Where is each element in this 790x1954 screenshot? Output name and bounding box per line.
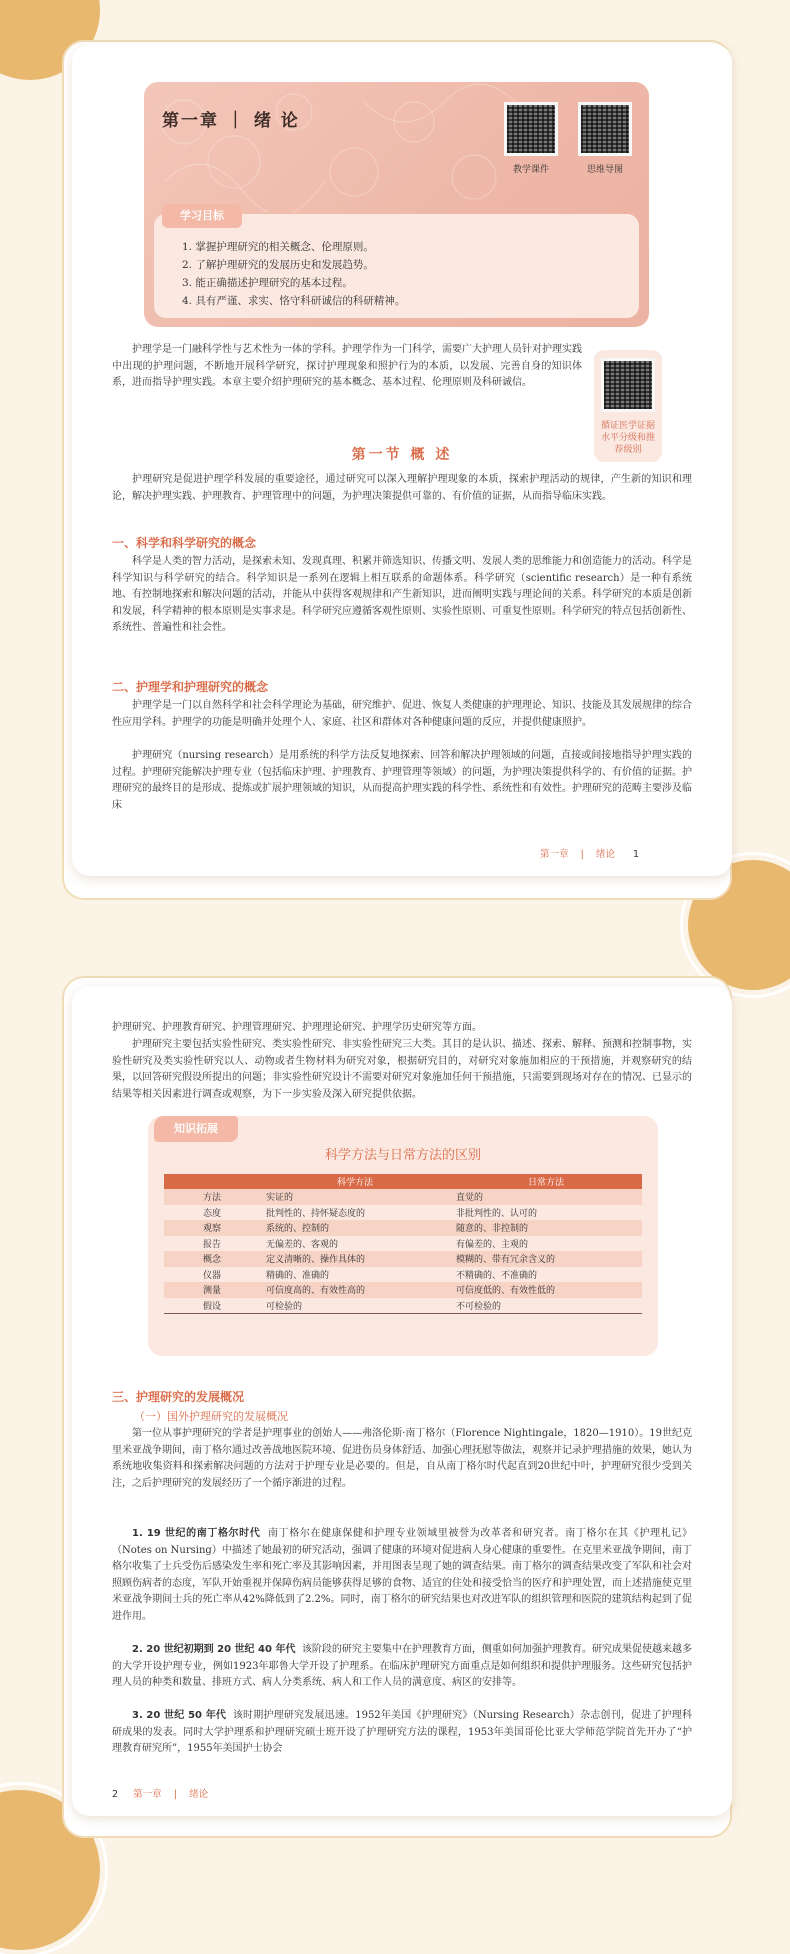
- heading-science-research: 一、科学和科学研究的概念: [112, 536, 257, 550]
- learning-goals-box: [154, 209, 639, 318]
- heading-nursing-research: 二、护理学和护理研究的概念: [112, 680, 269, 694]
- text-1950s: 该时期护理研究发展迅速。1952年美国《护理研究》（Nursing Research）杂志创刊，促进了护理科研成果的发表。同时大学护理系和护理研究硕士班开设了护理研究方法的课程，1953年美国哥伦比亚大学师范学院首先开办了“护理教育研究所”，1955年美国护士协会: [112, 1710, 693, 1755]
- table-row: [164, 1220, 642, 1236]
- table-cell: 定义清晰的、操作具体的: [260, 1251, 450, 1267]
- page-1-footer: [540, 846, 639, 860]
- qr-code-courseware[interactable]: [504, 102, 558, 156]
- knowledge-extension-tab: 知识拓展: [154, 1116, 238, 1142]
- side-qr-label: 循证医学证据水平分级和推荐级别: [600, 421, 655, 455]
- floral-pattern-decoration: [144, 82, 649, 212]
- table-cell: 观察: [164, 1220, 260, 1236]
- table-cell: 测量: [164, 1282, 260, 1298]
- table-row: [164, 1205, 642, 1221]
- table-cell: 不可检验的: [450, 1298, 642, 1314]
- footer-chapter: 第一章: [133, 1789, 162, 1800]
- table-row: [164, 1251, 642, 1267]
- lead-early-20th: 2. 20 世纪初期到 20 世纪 40 年代: [132, 1644, 296, 1655]
- table-cell: 批判性的、持怀疑态度的: [260, 1205, 450, 1221]
- knowledge-extension-box: [148, 1116, 658, 1356]
- text-early-20th: 该阶段的研究主要集中在护理教育方面，侧重如何加强护理教育。研究成果促使越来越多的大学开设护理专业，例如1923年耶鲁大学开设了护理系。在临床护理研究方面重点是如何组织和提供护理服务。这些研究包括护理人员的种类和数量、排班方式、病人分类系统、病人和工作人员的满意度、病区的安排等。: [112, 1644, 693, 1689]
- footer-title: 绪论: [595, 849, 615, 860]
- goal-item: 2. 了解护理研究的发展历史和发展趋势。: [182, 259, 374, 271]
- section-title: 第一节 概 述: [351, 447, 453, 463]
- table-cell: 方法: [164, 1189, 260, 1205]
- table-cell: 假设: [164, 1298, 260, 1314]
- paragraph-research-types: 护理研究主要包括实验性研究、类实验性研究、非实验性研究三大类。其目的是认识、描述、探索、解释、预测和控制事物，实验性研究及类实验性研究以人、动物或者生物材料为研究对象，根据研究目的，对研究对象施加相应的干预措施，并观察研究的结果，以回答研究假设所提出的问题；非实验性研究设计不需要对研究对象施加任何干预措施，只需要到现场对存在的情况、已显示的结果等相关因素进行调查或观察，为下一步实验及深入研究提供依据。: [112, 1039, 692, 1100]
- paragraph-nursing: 护理学是一门以自然科学和社会科学理论为基础，研究维护、促进、恢复人类健康的护理理论、知识、技能及其发展规律的综合性应用学科。护理学的功能是明确并处理个人、家庭、社区和群体对各种健康问题的反应，并提供健康照护。: [112, 700, 692, 728]
- table-cell: 可检验的: [260, 1298, 450, 1314]
- qr-code-mindmap[interactable]: [578, 102, 632, 156]
- paragraph-19th-century: [112, 1526, 692, 1626]
- lead-1950s: 3. 20 世纪 50 年代: [132, 1710, 227, 1721]
- goal-item: 3. 能正确描述护理研究的基本过程。: [182, 277, 353, 289]
- learning-goals-list: [182, 238, 405, 310]
- table-row: [164, 1298, 642, 1314]
- footer-chapter: 第一章: [540, 849, 569, 860]
- page-number: 2: [112, 1789, 119, 1800]
- table-row: [164, 1189, 642, 1205]
- table-header-cell: 科学方法: [260, 1174, 450, 1189]
- table-row: [164, 1236, 642, 1252]
- table-cell: 不精确的、不准确的: [450, 1267, 642, 1283]
- intro-paragraph: 护理学是一门融科学性与艺术性为一体的学科。护理学作为一门科学，需要广大护理人员针对护理实践中出现的护理问题，不断地开展科学研究，探讨护理现象和照护行为的本质，以发展、完善自身的知识体系，进而指导护理实践。本章主要介绍护理研究的基本概念、基本过程、伦理原则及科研诚信。: [112, 344, 582, 389]
- table-cell: 态度: [164, 1205, 260, 1221]
- text-19th-century: 南丁格尔在健康保健和护理专业领域里被誉为改革者和研究者。南丁格尔在其《护理札记》（Notes on Nursing）中描述了她最初的研究活动，强调了健康的环境对促进病人身心健康的重要性。在克里米亚战争期间，南丁格尔收集了士兵受伤后感染发生率和死亡率及其影响因素，并用图表呈现了她的调查结果。南丁格尔的调查结果改变了军队和社会对照顾伤病者的态度，军队开始重视并保障伤病员能够获得足够的食物、适宜的住处和接受恰当的医疗和护理处置，而上述措施使克里米亚战争期间士兵的死亡率从42%降低到了2.2%。同时，南丁格尔的研究结果也对改进军队的组织管理和医院的建筑结构起到了促进作用。: [112, 1528, 692, 1622]
- table-cell: 随意的、非控制的: [450, 1220, 642, 1236]
- page-number: 1: [633, 849, 640, 860]
- chapter-title: 第一章 ｜ 绪 论: [162, 111, 300, 131]
- qr-code-evidence-levels[interactable]: [601, 358, 655, 412]
- table-cell: 实证的: [260, 1189, 450, 1205]
- table-cell: 报告: [164, 1236, 260, 1252]
- table-header-row: [164, 1174, 642, 1189]
- chapter-header: [144, 82, 649, 327]
- table-cell: 系统的、控制的: [260, 1220, 450, 1236]
- table-cell: 仪器: [164, 1267, 260, 1283]
- paragraph-nursing-research: 护理研究（nursing research）是用系统的科学方法反复地探索、回答和解决护理领域的问题，直接或间接地指导护理实践的过程。护理研究能解决护理专业（包括临床护理、护理教育、护理管理等领域）的问题，为护理决策提供科学的、有价值的证据。护理研究的最终目的是形成、提炼或扩展护理领域的知识，从而提高护理实践的科学性、系统性和有效性。护理研究的范畴主要涉及临床: [112, 750, 692, 811]
- section-intro-paragraph: 护理研究是促进护理学科发展的重要途径，通过研究可以深入理解护理现象的本质，探索护理活动的规律，产生新的知识和理论，解决护理实践、护理教育、护理管理中的问题，为护理决策提供可靠的、有价值的证据，从而指导临床实践。: [112, 474, 692, 502]
- qr-label-mindmap: 思维导图: [586, 165, 623, 175]
- qr-label-courseware: 教学课件: [512, 165, 549, 175]
- paragraph-early-20th: [112, 1642, 692, 1692]
- table-cell: 无偏差的、客观的: [260, 1236, 450, 1252]
- paragraph-continued: 护理研究、护理教育研究、护理管理研究、护理理论研究、护理学历史研究等方面。: [112, 1022, 482, 1033]
- table-cell: 可信度高的、有效性高的: [260, 1282, 450, 1298]
- page-1: [72, 44, 732, 876]
- table-header-cell: 日常方法: [450, 1174, 642, 1189]
- goal-item: 4. 具有严谨、求实、恪守科研诚信的科研精神。: [182, 295, 406, 307]
- table-cell: 有偏差的、主观的: [450, 1236, 642, 1252]
- paragraph-science: 科学是人类的智力活动，是探索未知、发现真理、积累并筛选知识、传播文明、发展人类的思维能力和创造能力的活动。科学是科学知识与科学研究的结合。科学知识是一系列在逻辑上相互联系的命题体系。科学研究（scientific research）是一种有系统地、有控制地探索和解决问题的活动，并能从中获得客观规律和产生新知识，进而阐明实践与理论间的关系。科学研究的本质是创新和发展，科学精神的根本原则是实事求是。科学研究应遵循客观性原则、实验性原则、可重复性原则。科学研究的特点包括创新性、系统性、普遍性和社会性。: [112, 556, 692, 634]
- comparison-table: [164, 1174, 642, 1314]
- goal-item: 1. 掌握护理研究的相关概念、伦理原则。: [182, 241, 374, 253]
- table-row: [164, 1282, 642, 1298]
- table-row: [164, 1267, 642, 1283]
- table-header-cell: [164, 1174, 260, 1189]
- table-cell: 可信度低的、有效性低的: [450, 1282, 642, 1298]
- heading-development: 三、护理研究的发展概况: [112, 1390, 245, 1404]
- knowledge-extension-title: 科学方法与日常方法的区别: [324, 1148, 481, 1163]
- table-cell: 非批判性的、认可的: [450, 1205, 642, 1221]
- learning-goals-tab: 学习目标: [162, 204, 242, 228]
- table-cell: 精确的、准确的: [260, 1267, 450, 1283]
- table-cell: 概念: [164, 1251, 260, 1267]
- footer-separator: |: [580, 849, 584, 860]
- paragraph-1950s: [112, 1708, 692, 1758]
- table-cell: 模糊的、带有冗余含义的: [450, 1251, 642, 1267]
- footer-separator: |: [173, 1789, 177, 1800]
- page-2: [72, 986, 732, 1816]
- paragraph-nightingale: 第一位从事护理研究的学者是护理事业的创始人——弗洛伦斯·南丁格尔（Florence Nightingale，1820—1910）。19世纪克里米亚战争期间，南丁格尔通过改善战地医院环境、促进伤员身体舒适、加强心理抚慰等做法，观察并记录护理措施的效果，她认为系统地收集资料和探索解决问题的方法对于护理专业是必要的。但是，自从南丁格尔时代起直到20世纪中叶，护理研究很少受到关注，之后护理研究的发展经历了一个循序渐进的过程。: [112, 1428, 692, 1489]
- lead-19th-century: 1. 19 世纪的南丁格尔时代: [132, 1528, 261, 1539]
- page-2-footer: [112, 1786, 208, 1800]
- table-cell: 直觉的: [450, 1189, 642, 1205]
- footer-title: 绪论: [189, 1789, 209, 1800]
- subheading-foreign-development: （一）国外护理研究的发展概况: [134, 1410, 288, 1423]
